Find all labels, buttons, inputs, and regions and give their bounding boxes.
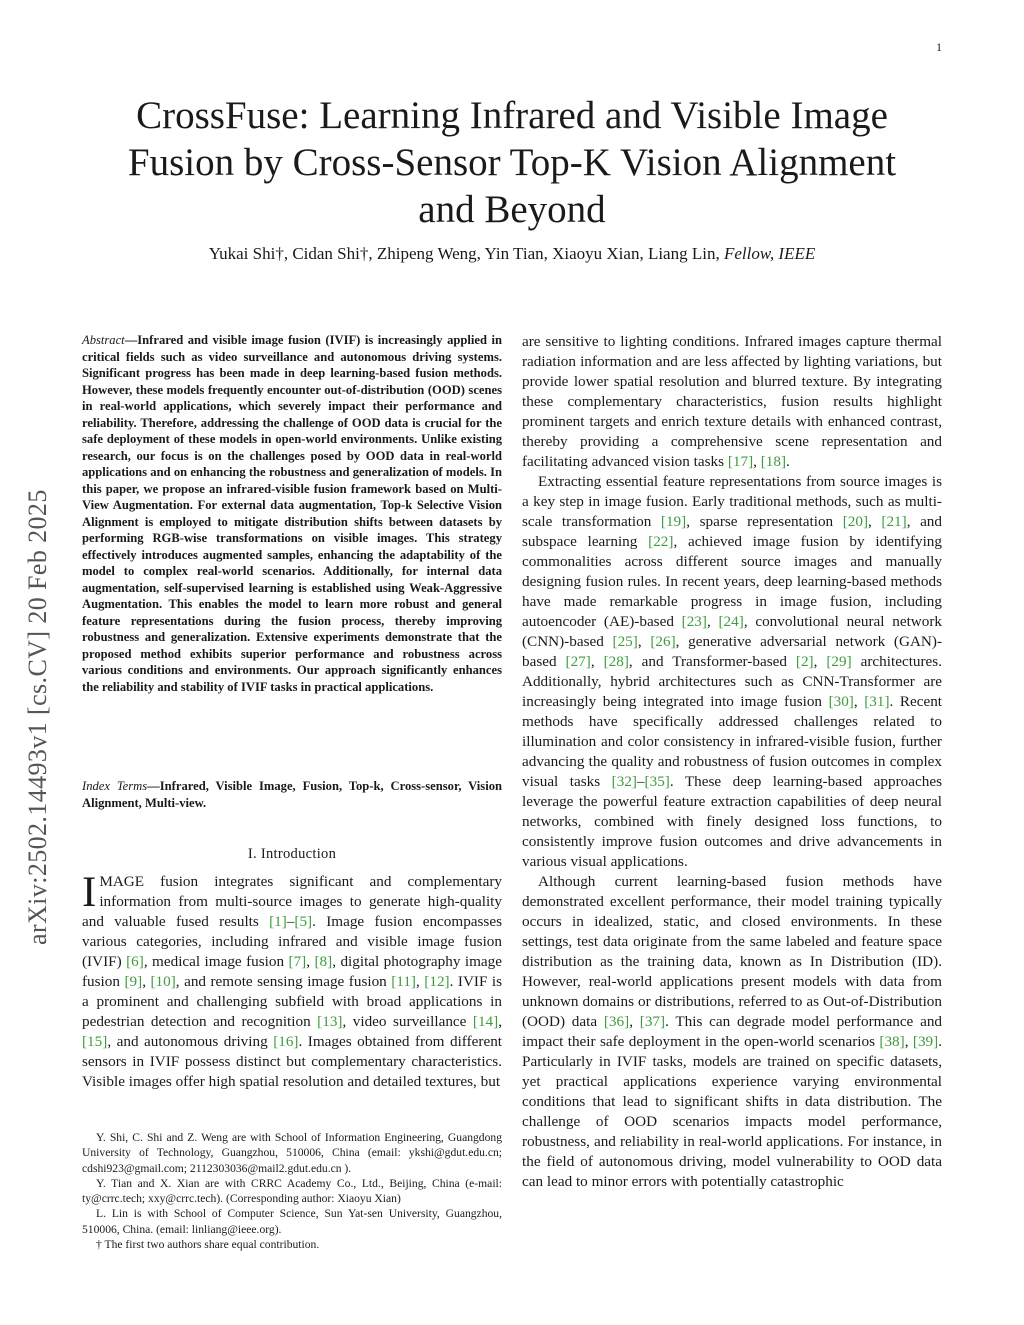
- citation-link[interactable]: [35]: [644, 773, 670, 790]
- paragraph-text: , and Transformer-based: [628, 653, 796, 670]
- author-names: Yukai Shi†, Cidan Shi†, Zhipeng Weng, Yin Tian, Xiaoyu Xian, Liang Lin,: [208, 244, 720, 263]
- intro-text: ,: [142, 973, 151, 990]
- paragraph-text: ,: [753, 453, 761, 470]
- footnotes: [82, 1130, 502, 1252]
- paragraph-text: –: [636, 773, 645, 790]
- paragraph-text: .: [786, 453, 790, 470]
- citation-link[interactable]: [22]: [648, 533, 674, 550]
- title-line-2: Fusion by Cross-Sensor Top-K Vision Alignment: [127, 141, 897, 184]
- paragraph-text: , sparse representation: [686, 513, 843, 530]
- citation-link[interactable]: [8]: [314, 953, 333, 970]
- abstract-label: Abstract: [82, 333, 125, 347]
- paragraph-text: , achieved image fusion by identifying commonalities across different source images and manually designing fusion rules. In recent years, deep learning-based methods have made remarkable progress in image fusion, including autoencoder (AE)-based: [522, 533, 942, 630]
- citation-link[interactable]: [29]: [826, 653, 852, 670]
- body-paragraph: [522, 332, 942, 472]
- citation-link[interactable]: [2]: [795, 653, 814, 670]
- paragraph-text: ,: [853, 693, 865, 710]
- citation-link[interactable]: [6]: [126, 953, 144, 970]
- intro-body: [82, 869, 503, 1090]
- drop-cap: I: [82, 869, 97, 916]
- paragraph-text: ,: [868, 513, 882, 530]
- citation-link[interactable]: [25]: [612, 633, 638, 650]
- paragraph-text: . These deep learning-based approaches leverage the powerful feature extraction capabilities of deep neural networks, combined with finely designed loss functions, to consistently improve fusion outcomes and drive advancements in various visual applications.: [522, 773, 942, 870]
- right-column-body: [522, 332, 942, 1192]
- body-paragraph: [522, 472, 942, 872]
- footnote-affiliation-3: L. Lin is with School of Computer Science, Sun Yat-sen University, Guangzhou, 510006, China. (email: linliang@ieee.org).: [82, 1207, 502, 1236]
- author-suffix: Fellow, IEEE: [723, 244, 816, 263]
- intro-text: , digital photography image fusion: [82, 953, 503, 990]
- citation-link[interactable]: [13]: [317, 1013, 343, 1030]
- citation-link[interactable]: [20]: [842, 513, 869, 530]
- arxiv-stamp: arXiv:2502.14493v1 [cs.CV] 20 Feb 2025: [23, 489, 52, 945]
- paragraph-text: Extracting essential feature representations from source images is a key step in image fusion. Early traditional methods, such as multi-scale transformation: [522, 473, 942, 530]
- citation-link[interactable]: [37]: [639, 1013, 666, 1030]
- index-terms: [82, 778, 502, 811]
- paper-title: [60, 92, 964, 233]
- intro-text: . Image fusion encompasses various categories, including infrared and visible image fusion (IVIF): [82, 913, 502, 970]
- paragraph-text: Although current learning-based fusion methods have demonstrated excellent performance, their model training typically occurs in idealized, static, and closed environments. In these settings, test data originate from the same labeled and feature space distribution as the training data, known as In Distribution (ID). However, real-world applications present models with data from unknown domains or distributions, referred to as Out-of-Distribution (OOD) data: [522, 873, 942, 1030]
- intro-text: MAGE fusion integrates significant and complementary information from multi-source images to generate high-quality and valuable fused results: [82, 873, 502, 930]
- author-list: [60, 244, 964, 264]
- citation-link[interactable]: [31]: [864, 693, 890, 710]
- citation-link[interactable]: [5]: [294, 913, 313, 930]
- citation-link[interactable]: [26]: [650, 633, 676, 650]
- intro-text: –: [286, 913, 295, 930]
- paragraph-text: ,: [706, 613, 719, 630]
- citation-link[interactable]: [28]: [603, 653, 629, 670]
- citation-link[interactable]: [12]: [424, 973, 450, 990]
- citation-link[interactable]: [36]: [603, 1013, 630, 1030]
- citation-link[interactable]: [32]: [611, 773, 637, 790]
- citation-link[interactable]: [7]: [288, 953, 307, 970]
- intro-text: ,: [306, 953, 315, 970]
- abstract-text: —Infrared and visible image fusion (IVIF) is increasingly applied in critical fields such as video surveillance and autonomous driving systems. Significant progress has been made in deep learning-based fusion methods. However, these models frequently encounter out-of-distribution (OOD) scenes in real-world applications, which severely impact their performance and reliability. Therefore, addressing the challenge of OOD data is crucial for the safe deployment of these models in open-world environments. Unlike existing research, our focus is on the challenges posed by OOD data in real-world applications and on enhancing the robustness and generalization of models. In this paper, we propose an infrared-visible fusion framework based on Multi-View Augmentation. For external data augmentation, Top-k Selective Vision Alignment is employed to mitigate distribution shifts between datasets by performing RGB-wise transformations on visible images. This strategy effectively introduces augmented samples, enhancing the adaptability of the model to complex real-world scenarios. Additionally, for internal data augmentation, self-supervised learning is established using Weak-Aggressive Augmentation. This enables the model to learn more robust and general feature representations during the fusion process, thereby improving robustness and generalization. Extensive experiments demonstrate that the proposed method exhibits superior performance and robustness across various conditions and environments. Our approach significantly enhances the reliability and stability of IVIF tasks in practical applications.: [82, 333, 502, 694]
- intro-text: , video surveillance: [342, 1013, 473, 1030]
- paragraph-text: . This can degrade model performance and impact their safe deployment in the open-world scenarios: [522, 1013, 943, 1050]
- paragraph-text: architectures. Additionally, hybrid architectures such as CNN-Transformer are increasingly being integrated into image fusion: [522, 653, 943, 710]
- title-line-3: and Beyond: [418, 188, 606, 231]
- title-line-1: CrossFuse: Learning Infrared and Visible Image: [136, 94, 888, 137]
- paragraph-text: . Recent methods have specifically addressed challenges related to illumination and color consistency in infrared-visible fusion, further advancing the quality and robustness of fusion outcomes in complex visual tasks: [522, 693, 943, 790]
- citation-link[interactable]: [10]: [150, 973, 176, 990]
- citation-link[interactable]: [27]: [565, 653, 591, 670]
- index-terms-text: —Infrared, Visible Image, Fusion, Top-k, Cross-sensor, Vision Alignment, Multi-view.: [82, 779, 502, 810]
- citation-link[interactable]: [15]: [82, 1033, 108, 1050]
- citation-link[interactable]: [1]: [269, 913, 287, 930]
- section-heading: I. Introduction: [247, 846, 337, 862]
- footnote-equal-contribution: † The first two authors share equal contribution.: [96, 1238, 320, 1252]
- citation-link[interactable]: [38]: [879, 1033, 905, 1050]
- footnote-affiliation-1: Y. Shi, C. Shi and Z. Weng are with School of Information Engineering, Guangdong University of Technology, Guangzhou, 510006, China (email: ykshi@gdut.edu.cn; cdshi923@gmail.com; 2112303036@mail2.gdut.edu.cn ).: [82, 1131, 502, 1175]
- paragraph-text: , generative adversarial network (GAN)-based: [522, 633, 943, 670]
- intro-text: , medical image fusion: [143, 953, 289, 970]
- paragraph-text: ,: [590, 653, 604, 670]
- paragraph-text: , and subspace learning: [522, 513, 942, 550]
- intro-paragraph: [82, 869, 503, 1092]
- citation-link[interactable]: [14]: [472, 1013, 499, 1030]
- abstract: [82, 332, 502, 695]
- paragraph-text: ,: [637, 633, 651, 650]
- citation-link[interactable]: [30]: [828, 693, 854, 710]
- citation-link[interactable]: [23]: [681, 613, 707, 630]
- paragraph-text: ,: [629, 1013, 640, 1030]
- citation-link[interactable]: [18]: [760, 453, 787, 470]
- intro-text: ,: [498, 1013, 502, 1030]
- paragraph-text: ,: [904, 1033, 913, 1050]
- citation-link[interactable]: [17]: [727, 453, 754, 470]
- paragraph-text: are sensitive to lighting conditions. Infrared images capture thermal radiation information and are less affected by lighting variations, but provide lower spatial resolution and blurred texture. By integrating these complementary characteristics, fusion results highlight prominent targets and enrich texture details with enhanced contrast, thereby providing a comprehensive scene representation and facilitating advanced vision tasks: [522, 333, 942, 470]
- paragraph-text: , convolutional neural network (CNN)-based: [522, 613, 943, 650]
- citation-link[interactable]: [24]: [718, 613, 744, 630]
- body-paragraph: [522, 872, 942, 1192]
- intro-text: . IVIF is a prominent and challenging subfield with broad applications in pedestrian detection and recognition: [82, 973, 503, 1030]
- paragraph-text: ,: [813, 653, 827, 670]
- paragraph-text: . Particularly in IVIF tasks, models are trained on specific datasets, yet practical applications experience varying environmental conditions that lead to significant shifts in data distribution. The challenge of OOD scenarios impacts model performance, robustness, and reliability in real-world applications. For instance, in the field of autonomous driving, model vulnerability to OOD data can lead to minor errors with potentially catastrophic: [522, 1033, 943, 1190]
- intro-text: , and autonomous driving: [107, 1033, 274, 1050]
- intro-text: , and remote sensing image fusion: [175, 973, 392, 990]
- index-terms-label: Index Terms: [82, 779, 148, 793]
- intro-text: . Images obtained from different sensors in IVIF possess distinct but complementary characteristics. Visible images offer high spatial resolution and detailed textures, but: [82, 1033, 503, 1090]
- citation-link[interactable]: [9]: [124, 973, 143, 990]
- footnote-affiliation-2: Y. Tian and X. Xian are with CRRC Academy Co., Ltd., Beijing, China (e-mail: ty@crrc.tech; xxy@crrc.tech). (Corresponding author: Xiaoyu Xian): [82, 1176, 502, 1206]
- citation-link[interactable]: [21]: [881, 513, 907, 530]
- citation-link[interactable]: [39]: [912, 1033, 939, 1050]
- intro-text: ,: [416, 973, 425, 990]
- citation-link[interactable]: [11]: [391, 973, 416, 990]
- page-number: 1: [936, 40, 942, 54]
- citation-link[interactable]: [19]: [660, 513, 687, 530]
- citation-link[interactable]: [16]: [273, 1033, 299, 1050]
